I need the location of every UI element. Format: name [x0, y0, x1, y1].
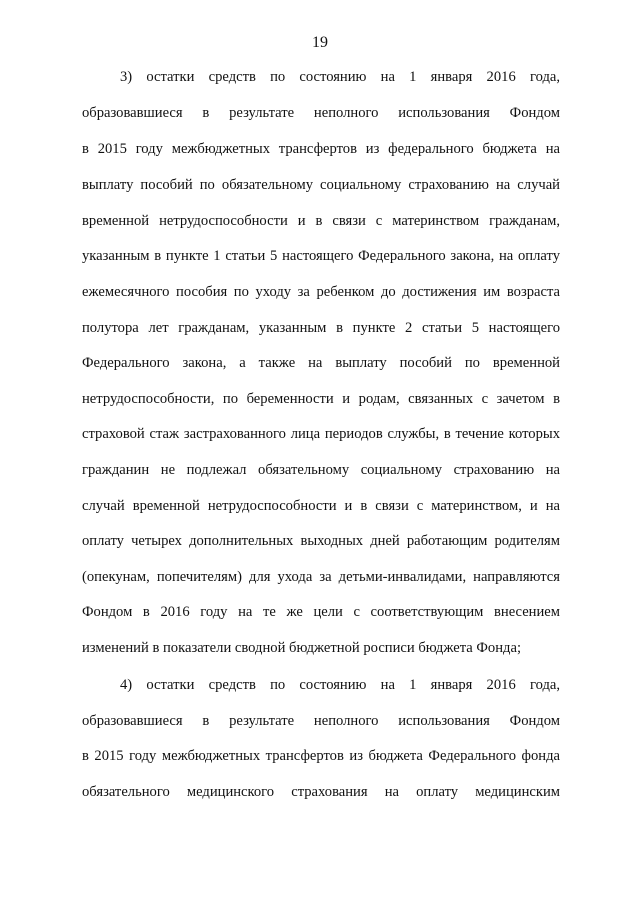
text-line: страховой стаж застрахованного лица периодов службы, в течение которых [82, 426, 560, 442]
text-line: (опекунам, попечителям) для ухода за детьми-инвалидами, направляются [82, 569, 560, 585]
text-line: 3) остатки средств по состоянию на 1 января 2016 года, [120, 69, 560, 85]
text-line: 4) остатки средств по состоянию на 1 января 2016 года, [120, 677, 560, 693]
text-line: выплату пособий по обязательному социальному страхованию на случай [82, 177, 560, 193]
text-line: оплату четырех дополнительных выходных дней работающим родителям [82, 533, 560, 549]
text-line: образовавшиеся в результате неполного использования Фондом [82, 713, 560, 729]
text-line: случай временной нетрудоспособности и в связи с материнством, и на [82, 498, 560, 514]
text-line: образовавшиеся в результате неполного использования Фондом [82, 105, 560, 121]
page-number: 19 [312, 34, 328, 51]
text-line: полутора лет гражданам, указанным в пункте 2 статьи 5 настоящего [82, 320, 560, 336]
text-line: Фондом в 2016 году на те же цели с соответствующим внесением [82, 604, 560, 620]
text-line: нетрудоспособности, по беременности и родам, связанных с зачетом в [82, 391, 560, 407]
text-line: в 2015 году межбюджетных трансфертов из федерального бюджета на [82, 141, 560, 157]
text-line: ежемесячного пособия по уходу за ребенком до достижения им возраста [82, 284, 560, 300]
text-line: обязательного медицинского страхования на оплату медицинским [82, 784, 560, 800]
text-line: указанным в пункте 1 статьи 5 настоящего Федерального закона, на оплату [82, 248, 560, 264]
text-line: гражданин не подлежал обязательному социальному страхованию на [82, 462, 560, 478]
text-line: в 2015 году межбюджетных трансфертов из бюджета Федерального фонда [82, 748, 560, 764]
text-line: Федерального закона, а также на выплату пособий по временной [82, 355, 560, 371]
text-line: изменений в показатели сводной бюджетной росписи бюджета Фонда; [82, 640, 522, 656]
text-line: временной нетрудоспособности и в связи с материнством гражданам, [82, 213, 560, 229]
